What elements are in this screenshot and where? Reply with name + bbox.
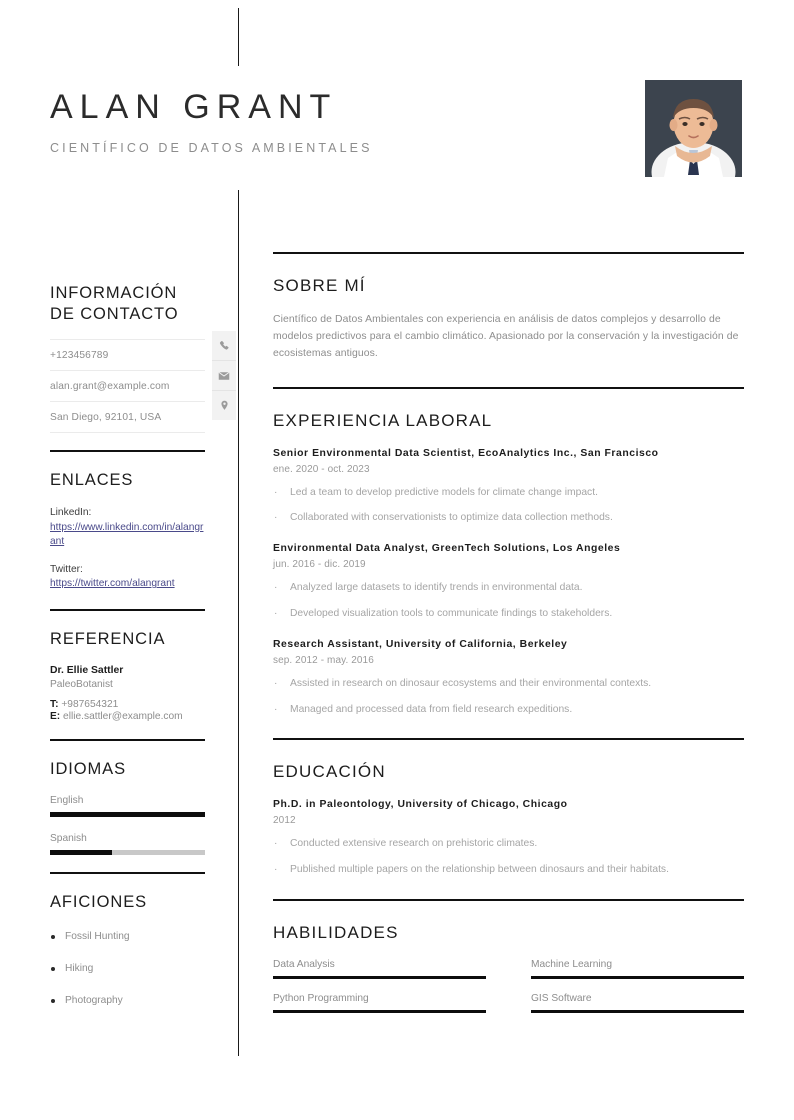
reference-heading: REFERENCIA [50,629,166,648]
hobby-item [50,931,205,942]
experience-bullet [273,581,744,595]
experience-bullet-text: Assisted in research on dinosaur ecosystems and their environmental contexts. [290,678,652,690]
reference-phone-value: +987654321 [61,698,119,710]
main-divider-skills [273,899,744,901]
languages-heading: IDIOMAS [50,759,126,778]
page-title: ALAN GRANT [50,88,338,126]
sidebar-divider-links [50,609,205,611]
vertical-divider-top [238,8,239,66]
experience-heading: EXPERIENCIA LABORAL [273,410,493,430]
experience-date: ene. 2020 - oct. 2023 [273,463,370,475]
education-bullet [273,863,744,877]
languages-section [50,759,205,874]
contact-phone[interactable]: +123456789 [50,339,205,371]
location-pin-icon [212,391,236,420]
experience-bullet-text: Developed visualization tools to communicate findings to stakeholders. [290,607,613,619]
bullet-tick-icon: · [274,511,278,523]
experience-title: Senior Environmental Data Scientist, EcoAnalytics Inc., San Francisco [273,447,659,459]
vertical-divider-bottom [238,190,239,1056]
links-section [50,470,205,611]
hobby-label: Hiking [65,963,94,975]
skill-bar [273,1010,486,1013]
language-name-english: English [50,794,84,806]
about-heading: SOBRE MÍ [273,276,366,295]
contact-heading [50,283,205,325]
language-name-spanish: Spanish [50,832,87,844]
contact-section [50,283,205,452]
experience-title: Environmental Data Analyst, GreenTech Solutions, Los Angeles [273,543,621,555]
job-subtitle: CIENTÍFICO DE DATOS AMBIENTALES [50,141,373,156]
reference-name: Dr. Ellie Sattler [50,664,124,676]
language-bar-fill-spanish [50,850,112,855]
education-heading: EDUCACIÓN [273,762,386,782]
education-entry [273,798,744,877]
main-column [273,252,744,1027]
experience-bullet [273,486,744,500]
experience-bullet [273,511,744,525]
link-item-linkedin [50,506,205,549]
experience-bullet [273,607,744,621]
contact-location[interactable]: San Diego, 92101, USA [50,402,205,433]
experience-entry [273,638,744,717]
skills-grid [273,959,744,1027]
link-label-linkedin: LinkedIn: [50,507,92,519]
education-bullet-text: Published multiple papers on the relationship between dinosaurs and their habitats. [290,863,669,875]
reference-phone-key: T: [50,698,59,710]
skill-bar [531,976,744,979]
language-bar-spanish [50,850,205,855]
hobby-label: Fossil Hunting [65,931,130,943]
contact-heading-line1: INFORMACIÓN [50,284,178,302]
skill-item [273,959,486,979]
bullet-tick-icon: · [274,486,278,498]
hobby-label: Photography [65,995,123,1007]
education-bullet-text: Conducted extensive research on prehistoric climates. [290,838,538,850]
experience-bullet-text: Led a team to develop predictive models for climate change impact. [290,486,598,498]
skills-heading: HABILIDADES [273,922,399,942]
bullet-dot-icon [51,935,55,939]
about-section [273,252,744,363]
bullet-tick-icon: · [274,678,278,690]
sidebar-divider-languages [50,872,205,874]
main-divider-education [273,738,744,740]
sidebar [50,283,205,1027]
contact-email[interactable]: alan.grant@example.com [50,371,205,402]
portrait-illustration [645,80,742,177]
experience-bullet [273,677,744,691]
bullet-dot-icon [51,999,55,1003]
experience-entry [273,447,744,526]
reference-role: PaleoBotanist [50,678,113,690]
bullet-tick-icon: · [274,838,278,850]
contact-heading-line2: DE CONTACTO [50,305,179,324]
skill-name: Machine Learning [531,958,612,970]
hobbies-section [50,892,205,1006]
reference-section [50,629,205,741]
reference-phone [50,699,205,710]
skill-bar [531,1010,744,1013]
link-item-twitter [50,563,205,592]
main-divider-experience [273,387,744,389]
bullet-tick-icon: · [274,703,278,715]
links-heading: ENLACES [50,471,134,490]
sidebar-divider-contact [50,450,205,452]
phone-icon [212,331,236,361]
skill-item [273,993,486,1013]
experience-section [273,387,744,718]
header [50,88,610,155]
skills-section [273,899,744,1027]
bullet-tick-icon: · [274,582,278,594]
experience-entry [273,542,744,621]
skill-item [531,959,744,979]
reference-email-key: E: [50,710,61,722]
link-url-linkedin[interactable]: https://www.linkedin.com/in/alangrant [50,521,204,548]
experience-bullet-text: Analyzed large datasets to identify trends in environmental data. [290,582,583,594]
education-date: 2012 [273,815,296,827]
hobby-item [50,995,205,1006]
language-bar-fill-english [50,812,205,817]
reference-email [50,711,205,722]
about-text: Científico de Datos Ambientales con experiencia en análisis de datos complejos y desarrollo de modelos predictivos para el cambio climático. Apasionado por la conservación y la investigación de ecosistemas antiguos. [273,314,739,359]
skill-name: GIS Software [531,992,592,1004]
bullet-tick-icon: · [274,607,278,619]
experience-bullet-text: Managed and processed data from field research expeditions. [290,703,573,715]
hobby-item [50,963,205,974]
education-bullet [273,837,744,851]
bullet-dot-icon [51,967,55,971]
skill-name: Python Programming [273,992,369,1004]
link-label-twitter: Twitter: [50,563,83,575]
contact-rows [50,339,205,433]
experience-title: Research Assistant, University of California, Berkeley [273,639,568,651]
language-bar-english [50,812,205,817]
experience-bullet-text: Collaborated with conservationists to optimize data collection methods. [290,511,613,523]
experience-bullet [273,703,744,717]
avatar [645,80,742,177]
envelope-icon [212,361,236,391]
bullet-tick-icon: · [274,863,278,875]
education-title: Ph.D. in Paleontology, University of Chicago, Chicago [273,799,568,811]
experience-date: sep. 2012 - may. 2016 [273,655,374,667]
language-item-english [50,795,205,817]
skill-name: Data Analysis [273,958,335,970]
hobbies-heading: AFICIONES [50,892,148,911]
contact-icon-strip [212,331,236,420]
language-item-spanish [50,833,205,855]
experience-date: jun. 2016 - dic. 2019 [273,559,366,571]
sidebar-divider-reference [50,739,205,741]
main-divider-about [273,252,744,254]
education-section [273,738,744,877]
link-url-twitter[interactable]: https://twitter.com/alangrant [50,578,175,590]
skill-bar [273,976,486,979]
skill-item [531,993,744,1013]
reference-email-value: ellie.sattler@example.com [63,710,183,722]
